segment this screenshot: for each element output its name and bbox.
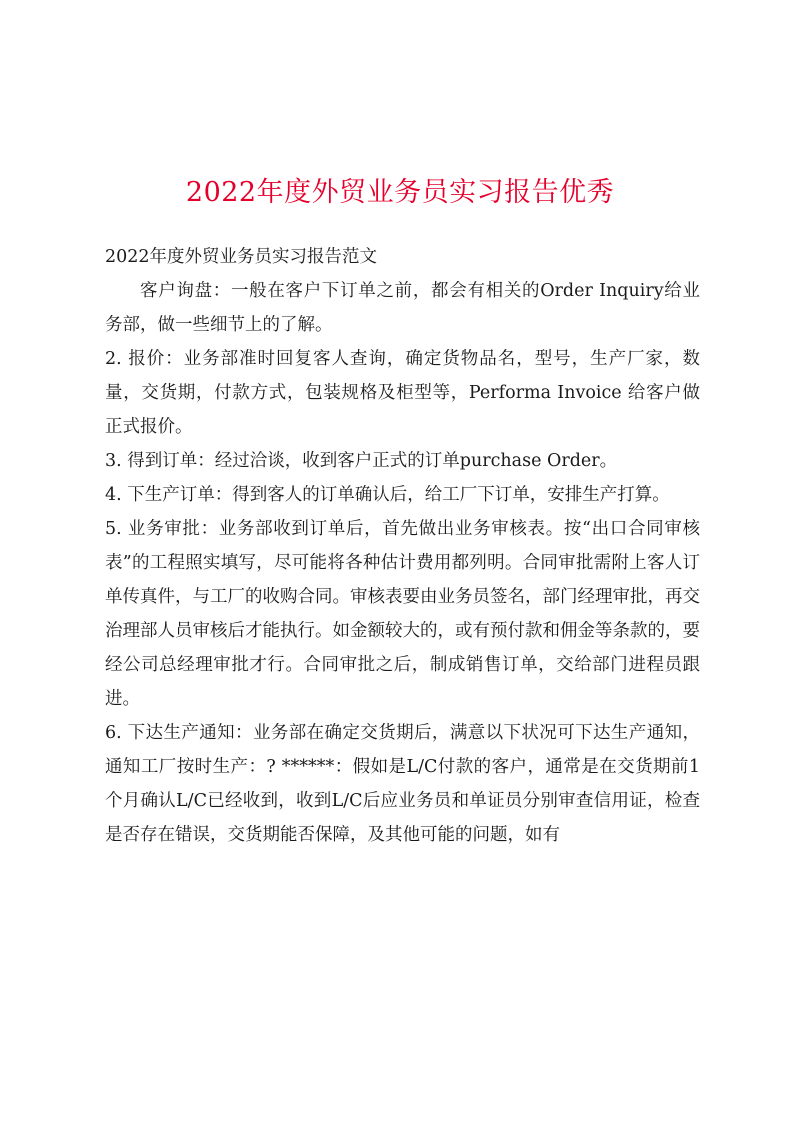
paragraph-order: 3. 得到订单：经过洽谈，收到客户正式的订单purchase Order。 [105, 451, 618, 471]
paragraph-production-notice: 6. 下达生产通知：业务部在确定交货期后，满意以下状况可下达生产通知，通知工厂按时生产：? ******：假如是L/C付款的客户，通常是在交货期前1个月确认L/C已经收到，收到L/C后应业务员和单证员分别审查信用证，检查是否存在错误，交货期能否保障，及其他可能的问题，如有 [105, 723, 700, 845]
document-subtitle: 2022年度外贸业务员实习报告范文 [105, 247, 378, 267]
document-title: 2022年度外贸业务员实习报告优秀 [185, 177, 615, 208]
paragraph-inquiry: 客户询盘：一般在客户下订单之前，都会有相关的Order Inquiry给业务部，做一些细节上的了解。 [105, 281, 700, 335]
paragraph-quotation: 2. 报价：业务部准时回复客人查询，确定货物品名，型号，生产厂家，数量，交货期，付款方式，包装规格及柜型等，Performa Invoice 给客户做正式报价。 [105, 349, 700, 437]
document-body [105, 240, 700, 852]
paragraph-approval: 5. 业务审批：业务部收到订单后，首先做出业务审核表。按“出口合同审核表”的工程照实填写，尽可能将各种估计费用都列明。合同审批需附上客人订单传真件，与工厂的收购合同。审核表要由业务员签名，部门经理审批，再交治理部人员审核后才能执行。如金额较大的，或有预付款和佣金等条款的，要经公司总经理审批才行。合同审批之后，制成销售订单，交给部门进程员跟进。 [105, 519, 700, 709]
paragraph-production-order: 4. 下生产订单：得到客人的订单确认后，给工厂下订单，安排生产打算。 [105, 485, 670, 505]
